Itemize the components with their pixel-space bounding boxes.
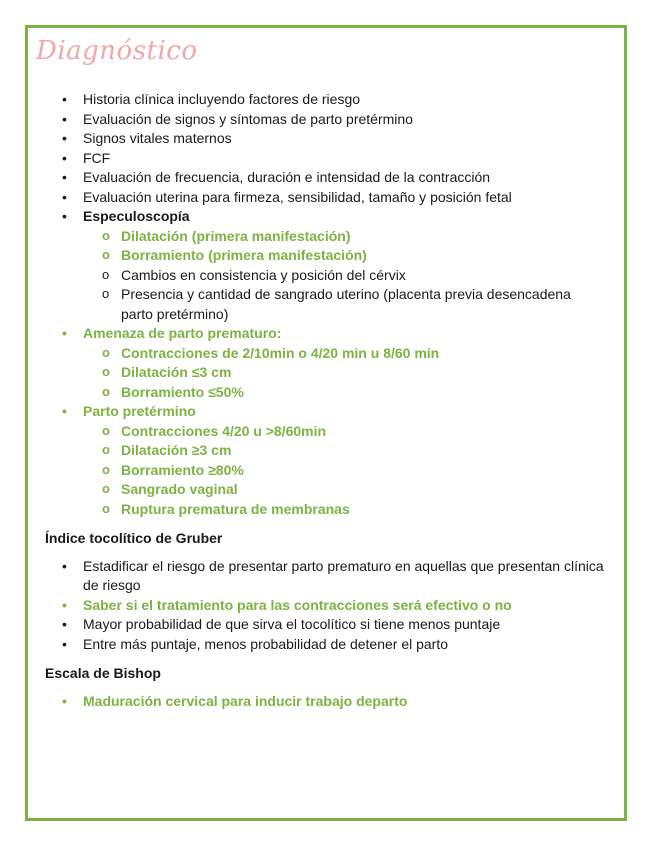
gruber-list (45, 557, 605, 655)
amenaza-sublist (83, 344, 605, 403)
list-item: • Saber si el tratamiento para las contracciones será efectivo o no (45, 596, 605, 616)
pretermino-sublist (83, 422, 605, 520)
sublist-item: o Dilatación ≤3 cm (83, 363, 605, 383)
sublist-item: o Cambios en consistencia y posición del cérvix (83, 266, 605, 286)
document-body (45, 90, 605, 711)
especuloscopia-sublist (83, 227, 605, 325)
pretermino-label: Parto pretérmino (83, 403, 196, 419)
bishop-list (45, 692, 605, 712)
sublist-item: o Presencia y cantidad de sangrado uterino (placenta previa desencadena parto pretérmino) (83, 285, 605, 324)
diagnostico-list (45, 90, 605, 519)
sublist-item: o Contracciones 4/20 u >8/60min (83, 422, 605, 442)
list-item: • Evaluación de frecuencia, duración e intensidad de la contracción (45, 168, 605, 188)
especuloscopia-label: Especuloscopía (83, 208, 190, 224)
list-item: • Evaluación de signos y síntomas de parto pretérmino (45, 110, 605, 130)
sublist-item: o Ruptura prematura de membranas (83, 500, 605, 520)
sublist-item: o Borramiento ≤50% (83, 383, 605, 403)
list-item: • Signos vitales maternos (45, 129, 605, 149)
list-item: • FCF (45, 149, 605, 169)
amenaza-item (45, 324, 605, 402)
sublist-item: o Borramiento ≥80% (83, 461, 605, 481)
list-item: • Entre más puntaje, menos probabilidad de detener el parto (45, 635, 605, 655)
sublist-item: o Dilatación ≥3 cm (83, 441, 605, 461)
sublist-item: o Contracciones de 2/10min o 4/20 min u 8/60 min (83, 344, 605, 364)
sublist-item: o Sangrado vaginal (83, 480, 605, 500)
pretermino-item (45, 402, 605, 519)
page-title: Diagnóstico (36, 36, 198, 66)
especuloscopia-item (45, 207, 605, 324)
amenaza-label: Amenaza de parto prematuro: (83, 325, 282, 341)
bishop-heading: Escala de Bishop (45, 665, 161, 681)
list-item: • Historia clínica incluyendo factores de riesgo (45, 90, 605, 110)
sublist-item: o Borramiento (primera manifestación) (83, 246, 605, 266)
sublist-item: o Dilatación (primera manifestación) (83, 227, 605, 247)
list-item: • Mayor probabilidad de que sirva el tocolítico si tiene menos puntaje (45, 615, 605, 635)
list-item: • Estadificar el riesgo de presentar parto prematuro en aquellas que presentan clínica de riesgo (45, 557, 605, 596)
list-item: • Maduración cervical para inducir trabajo departo (45, 692, 605, 712)
gruber-heading: Índice tocolítico de Gruber (45, 530, 223, 546)
list-item: • Evaluación uterina para firmeza, sensibilidad, tamaño y posición fetal (45, 188, 605, 208)
